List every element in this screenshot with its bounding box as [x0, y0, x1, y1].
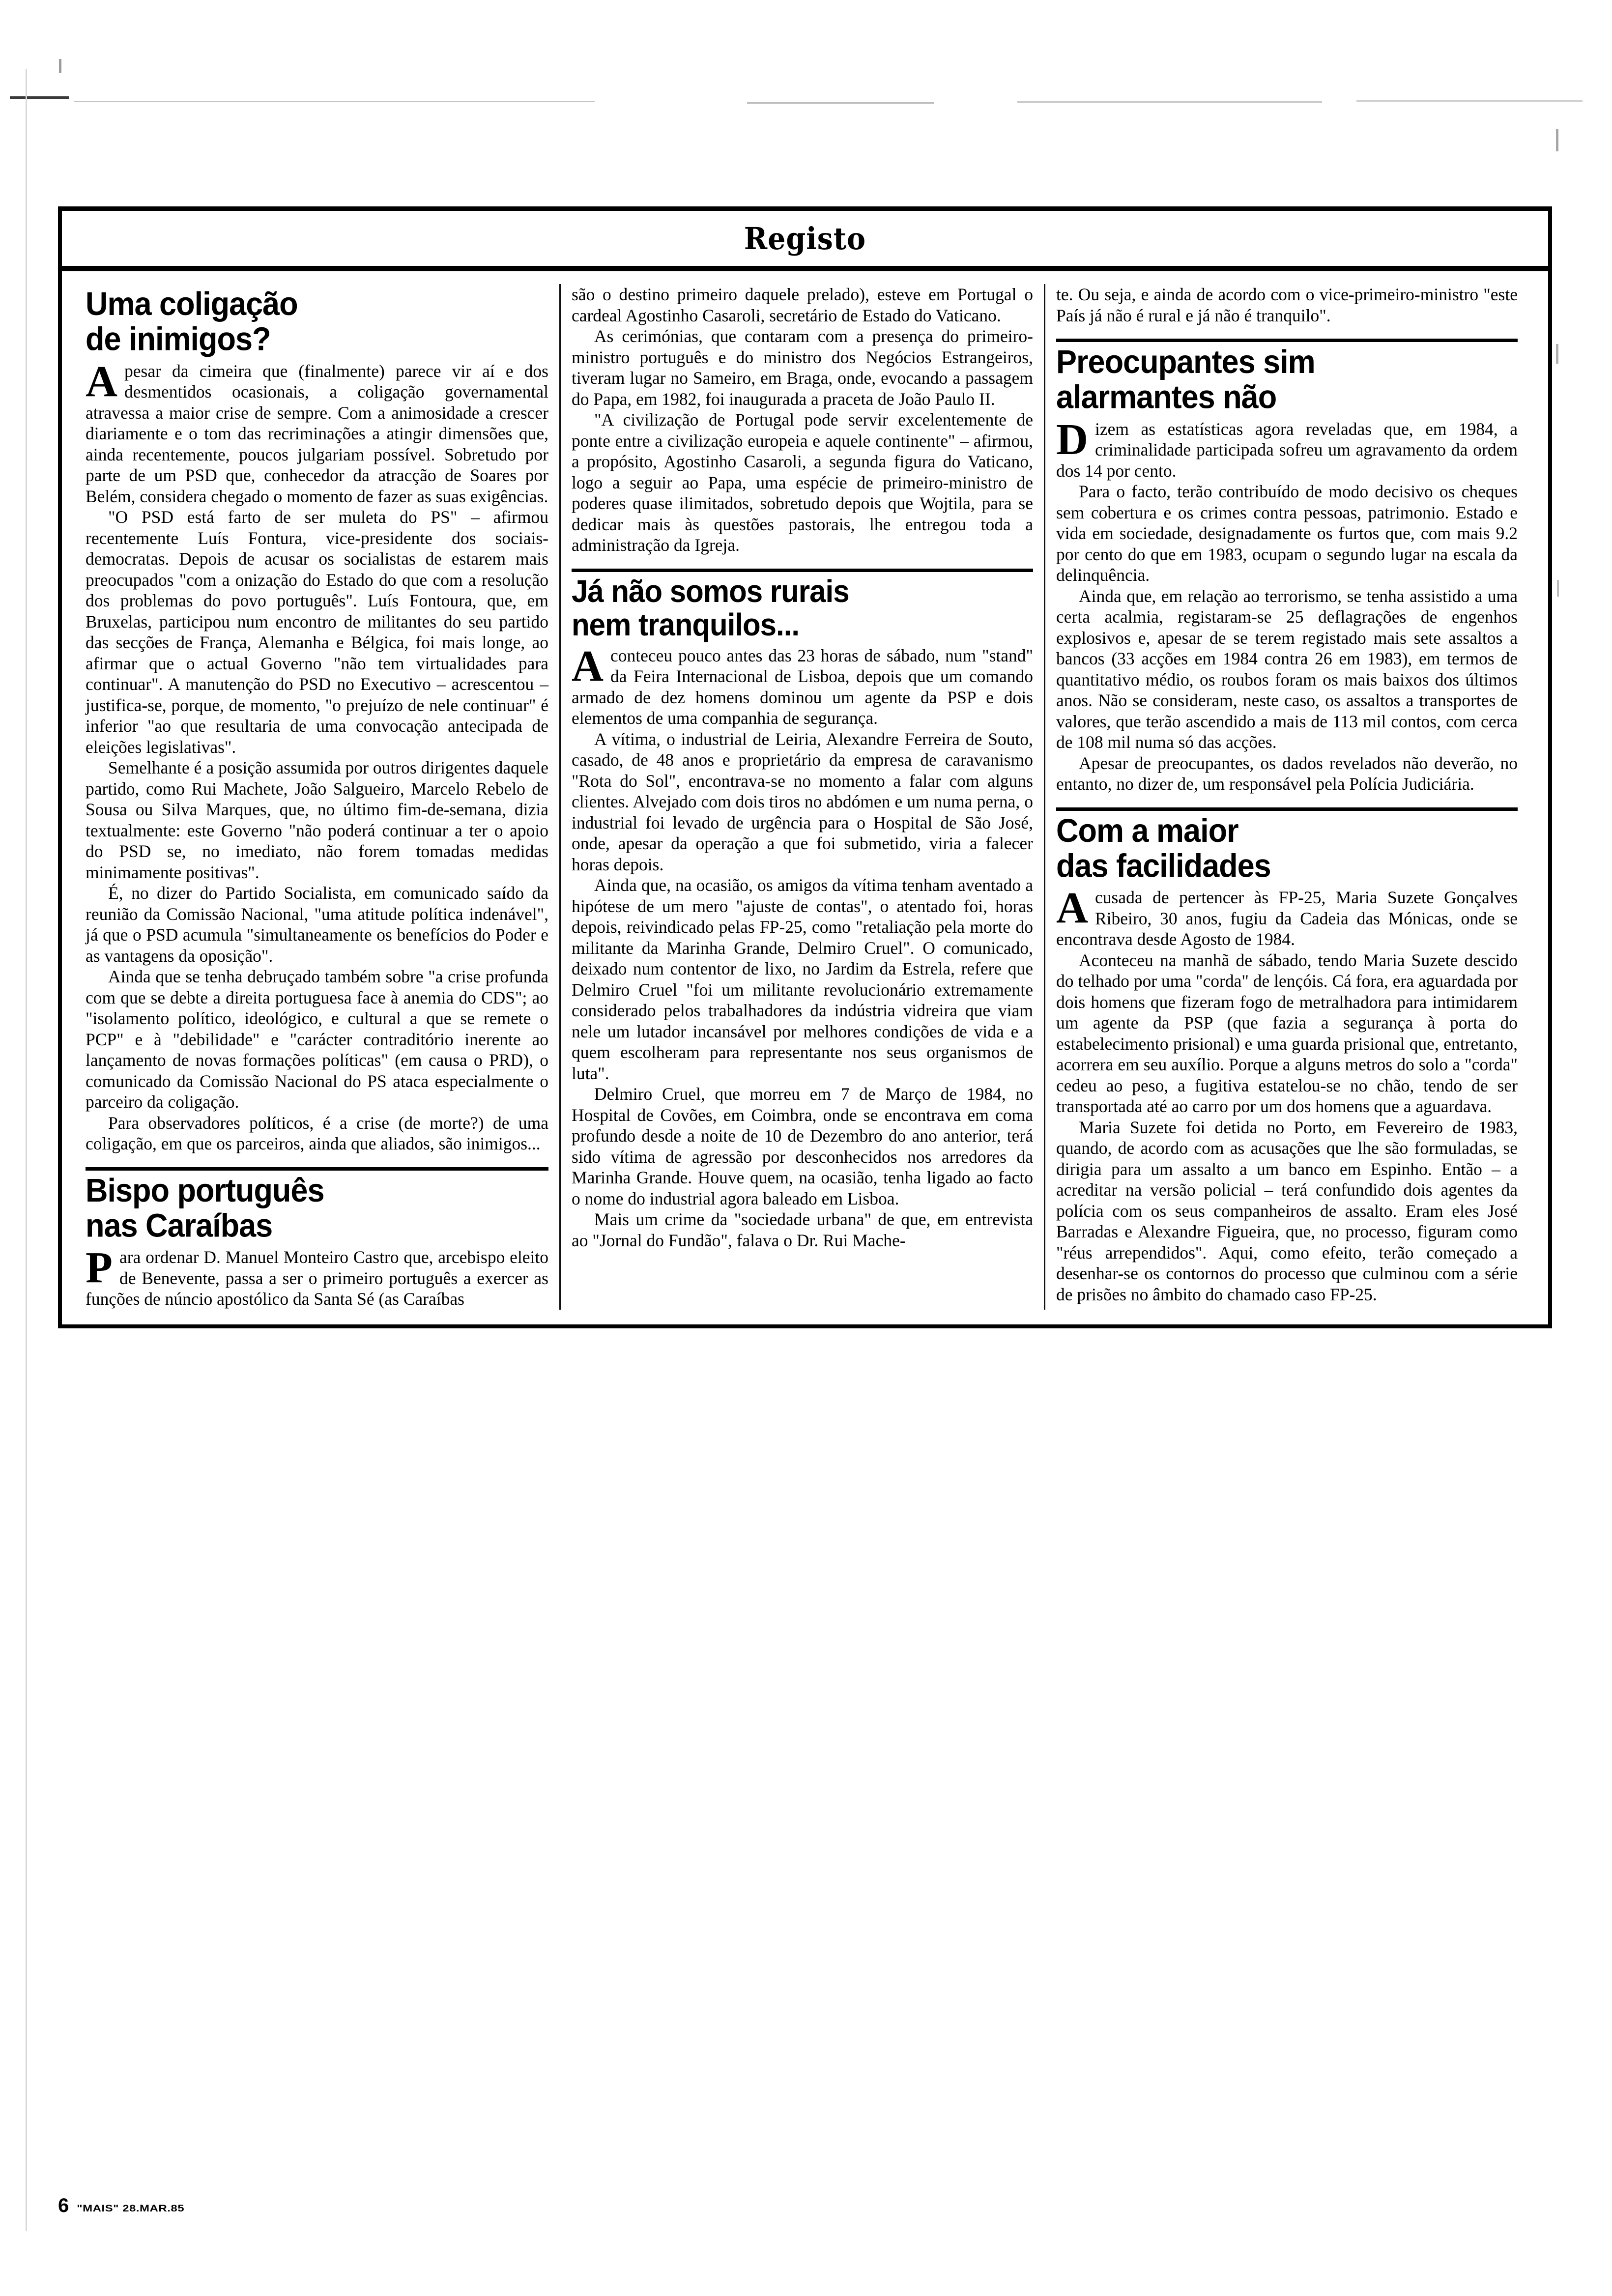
drop-cap: P — [86, 1243, 113, 1292]
masthead-banner — [58, 206, 1552, 271]
section-divider — [572, 569, 1033, 572]
paragraph: Ainda que, na ocasião, os amigos da vítima tenham aventado a hipótese de um mero "ajuste de contas", o atentado foi, horas depois, reivindicado pelas FP-25, como "retaliação pela morte do militante da Marinha Grande, Delmiro Cruel". O comunicado, deixado num contentor de lixo, no Jardim da Estrela, refere que Delmiro Cruel "foi um militante revolucionário extremamente considerado pelos trabalhadores da indústria vidreira que viam nele um lutador incansável por melhores condições de vida e a quem escolheram para representante nos seus organismos de luta". — [572, 875, 1033, 1083]
paragraph: Apesar de preocupantes, os dados revelados não deverão, no entanto, no dizer de, um responsável pela Polícia Judiciária. — [1056, 753, 1518, 794]
headline-com-a-maior — [1056, 814, 1518, 884]
paragraph: Ainda que, em relação ao terrorismo, se tenha assistido a uma certa acalmia, registaram-se 25 deflagrações de engenhos explosivos e, apesar de se terem registado mais sete assaltos a bancos (33 acções em 1984 contra 26 em 1983), em termos de quantitativo médio, os roubos foram os mais baixos dos últimos anos. Não se consideram, neste caso, os assaltos a transportes de valores, que terão ascendido a mais de 113 mil contos, com cerca de 108 mil numa só das acções. — [1056, 586, 1518, 752]
scan-artifact-right-3 — [1557, 580, 1559, 597]
scan-artifact-top-d — [1017, 101, 1322, 103]
paragraph: Para o facto, terão contribuído de modo decisivo os cheques sem cobertura e os crimes contra pessoas, patrimonio. Estado e vida em sociedade, designadamente os furtos que, com mais 9.2 por cento do que em 1983, ocupam o segundo lugar na escala da delinquência. — [1056, 482, 1518, 585]
headline-line-1: Uma coligação — [86, 286, 298, 323]
lead-paragraph-block — [1056, 884, 1518, 950]
lead-paragraph-block — [572, 641, 1033, 729]
headline-line-2: das facilidades — [1056, 847, 1271, 884]
scan-artifact-left-edge — [26, 69, 27, 2231]
article-grid — [58, 271, 1552, 1328]
article-uma-coligacao-de-inimigos — [86, 287, 548, 1154]
paragraph: Mais um crime da "sociedade urbana" de que, em entrevista ao "Jornal do Fundão", falava o Dr. Rui Mache- — [572, 1209, 1033, 1250]
lead-paragraph-block — [1056, 415, 1518, 482]
paragraph: pesar da cimeira que (finalmente) parece vir aí e dos desmentidos ocasionais, a coligação governamental atravessa a maior crise de sempre. Com a animosidade a crescer diariamente e o tom das recriminações a atingir dimensões que, ainda recentemente, poucos julgariam possível. Sobretudo por parte de um PSD que, conhecedor da atracção de Soares por Belém, considera chegado o momento de fazer as suas exigências. — [86, 361, 548, 506]
scan-artifact-right-2 — [1556, 344, 1558, 364]
newspaper-page — [58, 206, 1552, 1328]
scan-artifact-top-c — [747, 102, 934, 104]
paragraph: "O PSD está farto de ser muleta do PS" – afirmou recentemente Luís Fontura, vice-presidente dos sociais-democratas. Depois de acusar os socialistas de estarem mais preocupados "com a onização do Estado do que com a resolução dos problemas do povo português". Luís Fontoura, que, em Bruxelas, participou num encontro de militantes do seu partido das secções de França, Alemanha e Bélgica, foi mais longe, ao afirmar que o actual Governo "não tem virtualidades para continuar". A manutenção do PSD no Executivo – acrescentou – justifica-se, porque, de momento, "o prejuízo de nele continuar" é inferior "ao que resultaria de uma convocação antecipada de eleições legislativas". — [86, 507, 548, 757]
article-preocupantes-sim-alarmantes-nao — [1056, 345, 1518, 795]
section-divider — [1056, 339, 1518, 342]
paragraph: Maria Suzete foi detida no Porto, em Fevereiro de 1983, quando, de acordo com as acusações que lhe são formuladas, se dirigia para um assalto a um banco em Espinho. Então – a acreditar na versão policial – terá confundido dois agentes da polícia com os seus companheiros de assalto. Eram eles José Barradas e Alexandre Figueira, que, no processo, figuram como "réus arrependidos". Aqui, como efeito, terão começado a desenhar-se os contornos do processo que culminou com a série de prisões no âmbito do chamado caso FP-25. — [1056, 1117, 1518, 1304]
paragraph: As cerimónias, que contaram com a presença do primeiro-ministro português e do ministro dos Negócios Estrangeiros, tiveram lugar no Sameiro, em Braga, onde, evocando a passagem do Papa, em 1982, foi inaugurada a praceta de João Paulo II. — [572, 326, 1033, 409]
headline-line-2: alarmantes não — [1056, 378, 1277, 415]
page-footer — [58, 2196, 184, 2215]
lead-paragraph-block — [86, 357, 548, 507]
scan-artifact-right-1 — [1556, 129, 1558, 151]
headline-line-2: de inimigos? — [86, 320, 271, 357]
lead-paragraph-block — [86, 1243, 548, 1310]
headline-bispo-portugues — [86, 1174, 548, 1243]
article-bispo-portugues-continuacao — [572, 284, 1033, 556]
paragraph: É, no dizer do Partido Socialista, em comunicado saído da reunião da Comissão Nacional, "uma atitude política indenável", já que o PSD acumula "simultaneamente os benefícios do Poder e as vantagens da oposição". — [86, 883, 548, 966]
publication-meta: "MAIS" 28.MAR.85 — [77, 2203, 185, 2214]
headline-ja-nao-somos-rurais — [572, 575, 1033, 641]
paragraph: Semelhante é a posição assumida por outros dirigentes daquele partido, como Rui Machete, João Salgueiro, Marcelo Rebelo de Sousa ou Silva Marques, que, no último fim-de-semana, dizia textualmente: este Governo "não poderá continuar a ter o apoio do PSD se, no imediato, não forem tomadas medidas minimamente positivas". — [86, 758, 548, 882]
column-2 — [559, 284, 1044, 1310]
headline-line-1: Bispo português — [86, 1172, 324, 1209]
paragraph: te. Ou seja, e ainda de acordo com o vice-primeiro-ministro "este País já não é rural e já não é tranquilo". — [1056, 285, 1518, 325]
article-ja-nao-somos-rurais — [572, 575, 1033, 1251]
article-bispo-portugues-nas-caraibas — [86, 1174, 548, 1310]
headline-line-2: nem tranquilos... — [572, 606, 800, 642]
paragraph: "A civilização de Portugal pode servir excelentemente de ponte entre a civilização europeia e aquele continente" – afirmou, a propósito, Agostinho Casaroli, a segunda figura do Vaticano, logo a seguir ao Papa, uma espécie de primeiro-ministro de poderes quase ilimitados, sobretudo depois que Wojtila, para se dedicar mais às questões pastorais, lhe entregou toda a administração da Igreja. — [572, 410, 1033, 555]
scan-artifact-top-b — [74, 101, 595, 102]
column-1 — [75, 284, 559, 1310]
article-ja-nao-somos-rurais-continuacao — [1056, 284, 1518, 326]
drop-cap: A — [86, 357, 117, 406]
paragraph: são o destino primeiro daquele prelado), esteve em Portugal o cardeal Agostinho Casaroli, secretário de Estado do Vaticano. — [572, 285, 1033, 325]
section-divider — [86, 1167, 548, 1171]
headline-line-1: Com a maior — [1056, 812, 1238, 849]
paragraph: cusada de pertencer às FP-25, Maria Suzete Gonçalves Ribeiro, 30 anos, fugiu da Cadeia das Mónicas, onde se encontrava desde Agosto de 1984. — [1056, 888, 1518, 949]
scan-artifact-top-e — [1356, 100, 1583, 102]
headline-line-1: Preocupantes sim — [1056, 344, 1315, 381]
drop-cap: A — [1056, 884, 1088, 933]
paragraph: ara ordenar D. Manuel Monteiro Castro que, arcebispo eleito de Benevente, passa a ser o primeiro português a exercer as funções de núncio apostólico da Santa Sé (as Caraíbas — [86, 1247, 548, 1309]
headline-line-2: nas Caraíbas — [86, 1207, 273, 1244]
paragraph: Para observadores políticos, é a crise (de morte?) de uma coligação, em que os parceiros, ainda que aliados, são inimigos... — [86, 1113, 548, 1154]
paragraph: izem as estatísticas agora reveladas que, em 1984, a criminalidade participada sofreu um agravamento da ordem dos 14 por cento. — [1056, 419, 1518, 481]
section-divider — [1056, 807, 1518, 811]
paragraph: conteceu pouco antes das 23 horas de sábado, num "stand" da Feira Internacional de Lisboa, depois que um comando armado de dez homens dominou um agente da PSP e dois elementos de uma companhia de segurança. — [572, 645, 1033, 728]
paragraph: Ainda que se tenha debruçado também sobre "a crise profunda com que se debte a direita portuguesa face à anemia do CDS"; ao "isolamento político, ideológico, e cultural a que se remete o PCP" e à "debilidade" e "carácter contraditório inerente ao lançamento de novas formações políticas" (em causa o PRD), o comunicado da Comissão Nacional do PS ataca especialmente o parceiro da coligação. — [86, 967, 548, 1112]
headline-line-1: Já não somos rurais — [572, 574, 849, 609]
scan-artifact-top-left — [10, 96, 69, 99]
article-com-a-maior-das-facilidades — [1056, 814, 1518, 1305]
section-title: Registo — [744, 220, 866, 257]
column-3 — [1044, 284, 1528, 1310]
drop-cap: A — [572, 641, 604, 690]
paragraph: Aconteceu na manhã de sábado, tendo Maria Suzete descido do telhado por uma "corda" de lençóis. Cá fora, era aguardada por dois homens que fizeram fogo de metralhadora para intimidarem um agente da PSP (que fazia a segurança à porta do estabelecimento prisional) e uma guarda prisional que, entretanto, acorrera em seu auxílio. Porque a alguns metros do solo a "corda" cedeu ao peso, a fugitiva estatelou-se no chão, tendo de ser transportada até ao carro por um dos homens que a aguardava. — [1056, 950, 1518, 1117]
page-number: 6 — [58, 2195, 69, 2216]
scan-artifact-upper-left — [59, 59, 61, 73]
drop-cap: D — [1056, 415, 1088, 464]
paragraph: Delmiro Cruel, que morreu em 7 de Março de 1984, no Hospital de Covões, em Coimbra, onde se encontrava em coma profundo desde a noite de 10 de Dezembro do ano anterior, terá sido vítima de agressão por desconhecidos nos arredores da Marinha Grande. Houve quem, na ocasião, tenha ligado ao facto o nome do industrial agora baleado em Lisboa. — [572, 1084, 1033, 1208]
paragraph: A vítima, o industrial de Leiria, Alexandre Ferreira de Souto, casado, de 48 anos e proprietário da empresa de caravanismo "Rota do Sol", encontrava-se no momento a falar com alguns clientes. Alvejado com dois tiros no abdómen e um numa perna, o industrial foi levado de urgência para o Hospital de São José, onde, apesar da operação a que foi submetido, viria a falecer horas depois. — [572, 729, 1033, 874]
headline-preocupantes-sim — [1056, 345, 1518, 415]
headline-uma-coligacao — [86, 287, 548, 357]
